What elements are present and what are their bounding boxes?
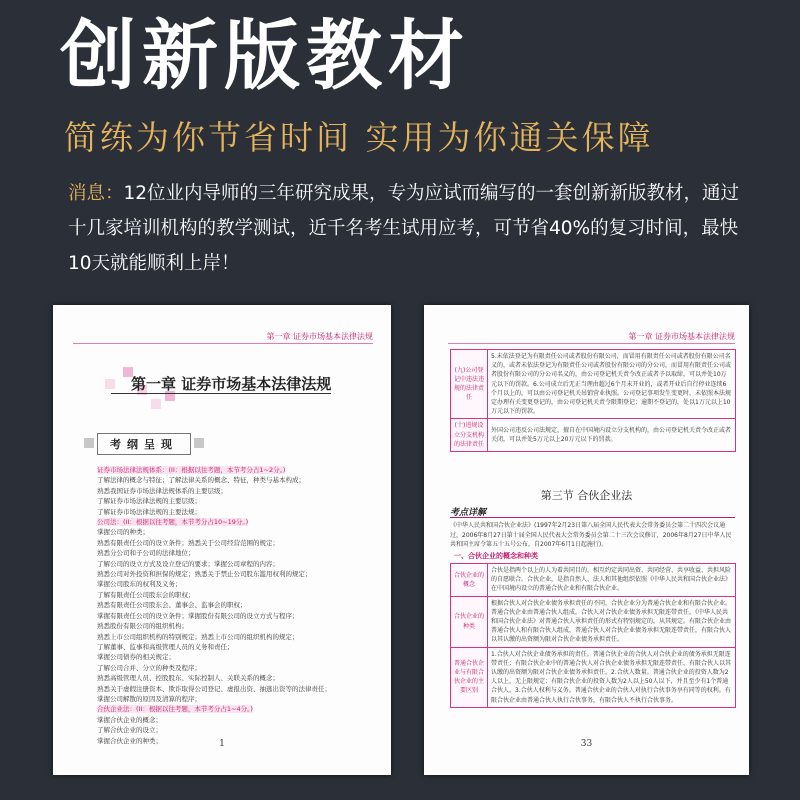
outline-line	[97, 496, 367, 506]
outline-line	[97, 548, 367, 558]
sub-heading: 一、合伙企业的概念和种类	[454, 552, 538, 560]
outline-line-text: 掌握有限责任公司的设立条件；掌握股份有限公司的设立方式与程序；	[97, 611, 299, 620]
outline-line	[97, 465, 367, 475]
outline-line-text: 熟悉上市公司组织机构的特别规定；熟悉上市公司的组织机构的规定；	[97, 632, 299, 641]
outline-line	[97, 725, 367, 735]
table-row	[451, 647, 736, 707]
outline-line-text: 了解法律的概念与特征；了解法律关系的概念、特征，种类与基本构成；	[97, 476, 305, 485]
right-running-head: 第一章 证券市场基本法律法规	[628, 332, 735, 341]
outline-line-text: 了解公司合并、分立的种类及程序；	[97, 663, 201, 672]
outline-line-text: 熟悉股份有限公司的组织机构；	[97, 622, 188, 631]
outline-line-text: 熟悉有限责任公司股东会、董事会、监事会的职权；	[97, 601, 247, 610]
outline-line	[97, 600, 367, 610]
outline-line	[97, 527, 367, 537]
outline-line	[97, 579, 367, 589]
outline-line-text: 熟悉分公司和子公司的法律地位；	[97, 549, 195, 558]
outline-line	[97, 611, 367, 621]
outline-line-text: 熟悉有限责任公司的设立条件；熟悉关于公司经营范围的规定；	[97, 538, 279, 547]
outline-line-text: 了解合伙企业的设立；	[97, 726, 162, 735]
outline-line	[97, 559, 367, 569]
left-head-rule	[73, 343, 373, 344]
slogan: 简练为你节省时间 实用为你通关保障	[64, 118, 654, 157]
outline-line-text: 了解有限责任公司股东会的职权；	[97, 590, 195, 599]
row-text: 5.未依法登记为有限责任公司或者股份有限公司，而冒用有限责任公司或者股份有限公司名义的，或者未依法登记为有限责任公司或者股份有限公司的分公司，而冒用有限责任公司或者股份有限公司的分公司名义的，由公司登记机关责令改正或者予以取缔，可以并处10万元以下的罚款。6.公司成立后无正当理由超过6个月未开业的，或者开业后自行停业连续6个月以上的，可以由公司登记机关吊销营业执照。公司登记事项发生变更时，未依照本法规定办理有关变更登记的，由公司登记机关责令限期登记；逾期不登记的，处以1万元以上10万元以下的罚款。	[488, 350, 736, 419]
table-row	[451, 419, 736, 452]
outline-line-text: 熟悉我国证券市场法律法规体系的主要层级；	[97, 486, 227, 495]
outline-line-text: 掌握公司债券的相关规定；	[97, 653, 175, 662]
outline-line	[97, 507, 367, 517]
row-label: 合伙企业的种类	[451, 596, 488, 647]
row-text: 1.合伙人对合伙企业债务承担的责任。普通合伙企业的合伙人对合伙企业的债务承担无限连带责任；有限合伙企业中的普通合伙人对合伙企业债务承担无限连带责任，有限合伙人以其认缴的出资额为限对合伙企业债务承担责任。2.合伙人数量。普通合伙企业的投资人数为2人以上，无上限规定；有限合伙企业的投资人数为2人以上50人以下，并且至少有1个普通合伙人。3.合伙人权利与义务。普通合伙企业的合伙人对执行合伙事务享有同等的权利。有限合伙企业由普通合伙人执行合伙事务，有限合伙人不执行合伙事务。	[488, 647, 736, 707]
decor-square	[151, 399, 161, 409]
table-row	[451, 596, 736, 647]
row-label: (十)违规设立分支机构的法律责任	[451, 419, 488, 452]
outline-line-text: 了解证券市场法律法规的主要法规；	[97, 507, 201, 516]
outline-line	[97, 486, 367, 496]
kaodian-label: 考点详解	[450, 508, 487, 518]
right-book-page	[424, 305, 749, 775]
intro-paragraph: 《中华人民共和国合伙企业法》(1997年2月23日第八届全国人民代表大会常务委员会第二十四次会议通过，2006年8月27日第十届全国人民代表大会常务委员会第二十三次会议修订，2006年8月27日中华人民共和国主席令第五十五号公布，自2007年6月1日起施行)。	[450, 522, 732, 548]
row-label: 合伙企业的概念	[451, 564, 488, 597]
outline-line	[97, 663, 367, 673]
row-label: 普通合伙企业与有限合伙企业的主要区别	[451, 647, 488, 707]
partnership-table	[450, 563, 736, 708]
outline-line	[97, 652, 367, 662]
outline-line-text: 合伙企业法：(II：根据以往考题，本节考分占1~4分。)	[97, 705, 253, 714]
message-label: 消息：	[68, 183, 124, 204]
left-book-page	[53, 305, 391, 775]
outline-line	[97, 673, 367, 683]
outline-line	[97, 684, 367, 694]
message-text: 12位业内导师的三年研究成果，专为应试而编写的一套创新新版教材，通过十几家培训机构的教学测试，近千名考生试用应考，可节省40%的复习时间，最快10天就能顺利上岸！	[68, 183, 740, 274]
outline-line-text: 了解董事、监事和高级管理人员的义务和责任；	[97, 642, 234, 651]
row-text: 外国公司违反公司法规定，擅自在中国境内设立分支机构的，由公司登记机关责令改正或者关闭，可以并处5万元以上20万元以下的罚款。	[488, 419, 736, 452]
outline-line-text: 掌握公司的种类；	[97, 528, 149, 537]
table-row	[451, 350, 736, 419]
outline-line	[97, 621, 367, 631]
row-label: (九)公司登记中违法违规的法律责任	[451, 350, 488, 419]
headline: 创新版教材	[60, 11, 470, 100]
outline-line-text: 了解证券市场法律法规的主要层级；	[97, 497, 201, 506]
outline-line-text: 掌握公司解散的原因及清算的程序；	[97, 694, 201, 703]
outline-line	[97, 517, 367, 527]
outline-line-text: 了解公司的设立方式及设立登记的要求；掌握公司章程的内容；	[97, 559, 279, 568]
outline-title: 考纲呈现	[97, 433, 191, 455]
chapter-rule	[111, 393, 331, 394]
outline-line-text: 熟悉关于虚假注册资本、欺诈取得公司登记、虚报出资、抽逃出资等的法律责任；	[97, 684, 331, 693]
outline-line	[97, 694, 367, 704]
outline-line	[97, 642, 367, 652]
outline-line-text: 掌握公司股东的权利及义务；	[97, 580, 182, 589]
chapter-title: 第一章 证券市场基本法律法规	[131, 375, 332, 393]
outline-line-text: 熟悉公司对外投资和担保的规定；熟悉关于禁止公司股东滥用权利的规定；	[97, 570, 312, 579]
outline-line-text: 熟悉高级管理人员、控股股东、实际控制人、关联关系的概念；	[97, 674, 279, 683]
outline-list	[97, 465, 367, 746]
decor-square	[105, 379, 115, 389]
outline-line	[97, 475, 367, 485]
left-running-head: 第一章 证券市场基本法律法规	[266, 332, 373, 341]
outline-line-text: 掌握合伙企业的种类；	[97, 736, 162, 745]
outline-line	[97, 715, 367, 725]
kaodian-rule	[450, 517, 735, 518]
table-row	[451, 564, 736, 597]
outline-line	[97, 569, 367, 579]
outline-line-text: 掌握合伙企业的概念；	[97, 715, 162, 724]
liability-table	[450, 349, 736, 452]
message	[68, 176, 744, 281]
right-head-rule	[448, 343, 735, 344]
outline-line-text: 证券市场法律法规体系：(II：根据以往考题，本节考分占1~2分。)	[97, 466, 286, 474]
outline-line	[97, 704, 367, 714]
outline-line-text: 公司法：(II：根据以往考题，本节考分占10~19分。)	[97, 518, 249, 527]
right-page-number: 33	[580, 739, 593, 749]
left-page-number: 1	[219, 739, 225, 749]
section-title: 第三节 合伙企业法	[540, 489, 633, 502]
row-text: 合伙是指两个以上的人为着共同目的，相互约定共同出资、共同经营、共享收益、共担风险的自愿联合。合伙企业，是指自然人、法人和其他组织依照《中华人民共和国合伙企业法》在中国境内设立的普通合伙企业和有限合伙企业。	[488, 564, 736, 597]
row-text: 根据合伙人对合伙企业债务承担责任的不同，合伙企业分为普通合伙企业和有限合伙企业。普通合伙企业由普通合伙人组成，合伙人对合伙企业债务承担无限连带责任。《中华人民共和国合伙企业法》对普通合伙人承担责任的形式有特别规定的，从其规定。有限合伙企业由普通合伙人和有限合伙人组成，普通合伙人对合伙企业债务承担无限连带责任，有限合伙人以其认缴的出资额为限对合伙企业债务承担责任。	[488, 596, 736, 647]
outline-line	[97, 590, 367, 600]
outline-line	[97, 538, 367, 548]
outline-line	[97, 632, 367, 642]
